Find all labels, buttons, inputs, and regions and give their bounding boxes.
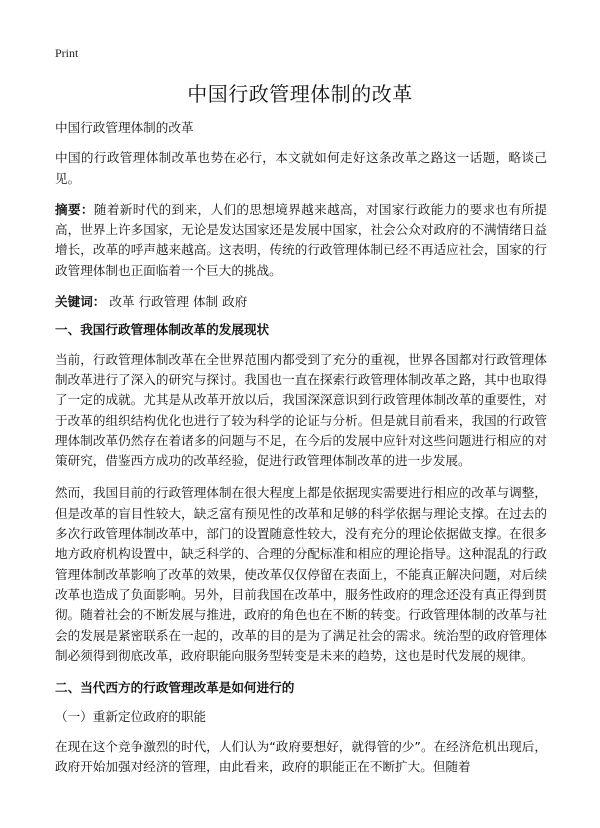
keywords-label: 关键词： bbox=[55, 294, 106, 310]
page-title: 中国行政管理体制的改革 bbox=[187, 82, 413, 106]
article-body bbox=[55, 118, 547, 789]
print-link[interactable]: Print bbox=[55, 46, 79, 60]
abstract-label: 摘要： bbox=[55, 201, 94, 217]
abstract-paragraph bbox=[55, 200, 547, 281]
intro-paragraph: 中国的行政管理体制改革也势在必行，本文就如何走好这条改革之路这一话题，略谈己见。 bbox=[55, 150, 547, 186]
section2-subheading-1: （一）重新定位政府的职能 bbox=[55, 709, 207, 725]
keywords-text: 改革 行政管理 体制 政府 bbox=[109, 294, 248, 310]
section1-paragraph-1: 当前，行政管理体制改革在全世界范围内都受到了充分的重视，世界各国都对行政管理体制改革进行了深入的研究与探讨。我国也一直在探索行政管理体制改革之路，其中也取得了一定的成就。尤其是从改革开放以后，我国深深意识到行政管理体制改革的重要性，对于改革的组织结构优化也进行了较为科学的论证与分析。但是就目前看来，我国的行政管理体制改革仍然存在着诸多的问题与不足，在今后的发展中应针对这些问题进行相应的对策研究，借鉴西方成功的改革经验，促进行政管理体制改革的进一步发展。 bbox=[55, 351, 547, 469]
article-subtitle: 中国行政管理体制的改革 bbox=[55, 120, 194, 135]
abstract-text: 随着新时代的到来，人们的思想境界越来越高，对国家行政能力的要求也有所提高，世界上许多国家，无论是发达国家还是发展中国家，社会公众对政府的不满情绪日益增长，改革的呼声越来越高。这表明，传统的行政管理体制已经不再适应社会，国家的行政管理体制也正面临着一个巨大的挑战。 bbox=[55, 201, 548, 278]
section1-paragraph-2: 然而，我国目前的行政管理体制在很大程度上都是依据现实需要进行相应的改革与调整，但是改革的盲目性较大，缺乏富有预见性的改革和足够的科学依据与理论支撑。在过去的多次行政管理体制改革中，部门的设置随意性较大，没有充分的理论依据做支撑。在很多地方政府机构设置中，缺乏科学的、合理的分配标准和相应的理论指导。这种混乱的行政管理体制改革影响了改革的效果，使改革仅仅停留在表面上，不能真正解决问题，对后续改革也造成了负面影响。另外，目前我国在改革中，服务性政府的理念还没有真正得到贯彻。随着社会的不断发展与推进，政府的角色也在不断的转变。行政管理体制的改革与社会的发展是紧密联系在一起的，改革的目的是为了满足社会的需求。统治型的政府管理体制必须得到彻底改革，政府职能向服务型转变是未来的趋势，这也是时代发展的规律。 bbox=[55, 485, 547, 663]
section-heading-1: 一、我国行政管理体制改革的发展现状 bbox=[55, 322, 270, 338]
section2-paragraph-1: 在现在这个竞争激烈的时代，人们认为“政府要想好，就得管的少”。在经济危机出现后，政府开始加强对经济的管理，由此看来，政府的职能正在不断扩大。但随着 bbox=[55, 738, 547, 775]
section-heading-2: 二、当代西方的行政管理改革是如何进行的 bbox=[55, 680, 295, 696]
keywords-paragraph bbox=[55, 292, 547, 312]
